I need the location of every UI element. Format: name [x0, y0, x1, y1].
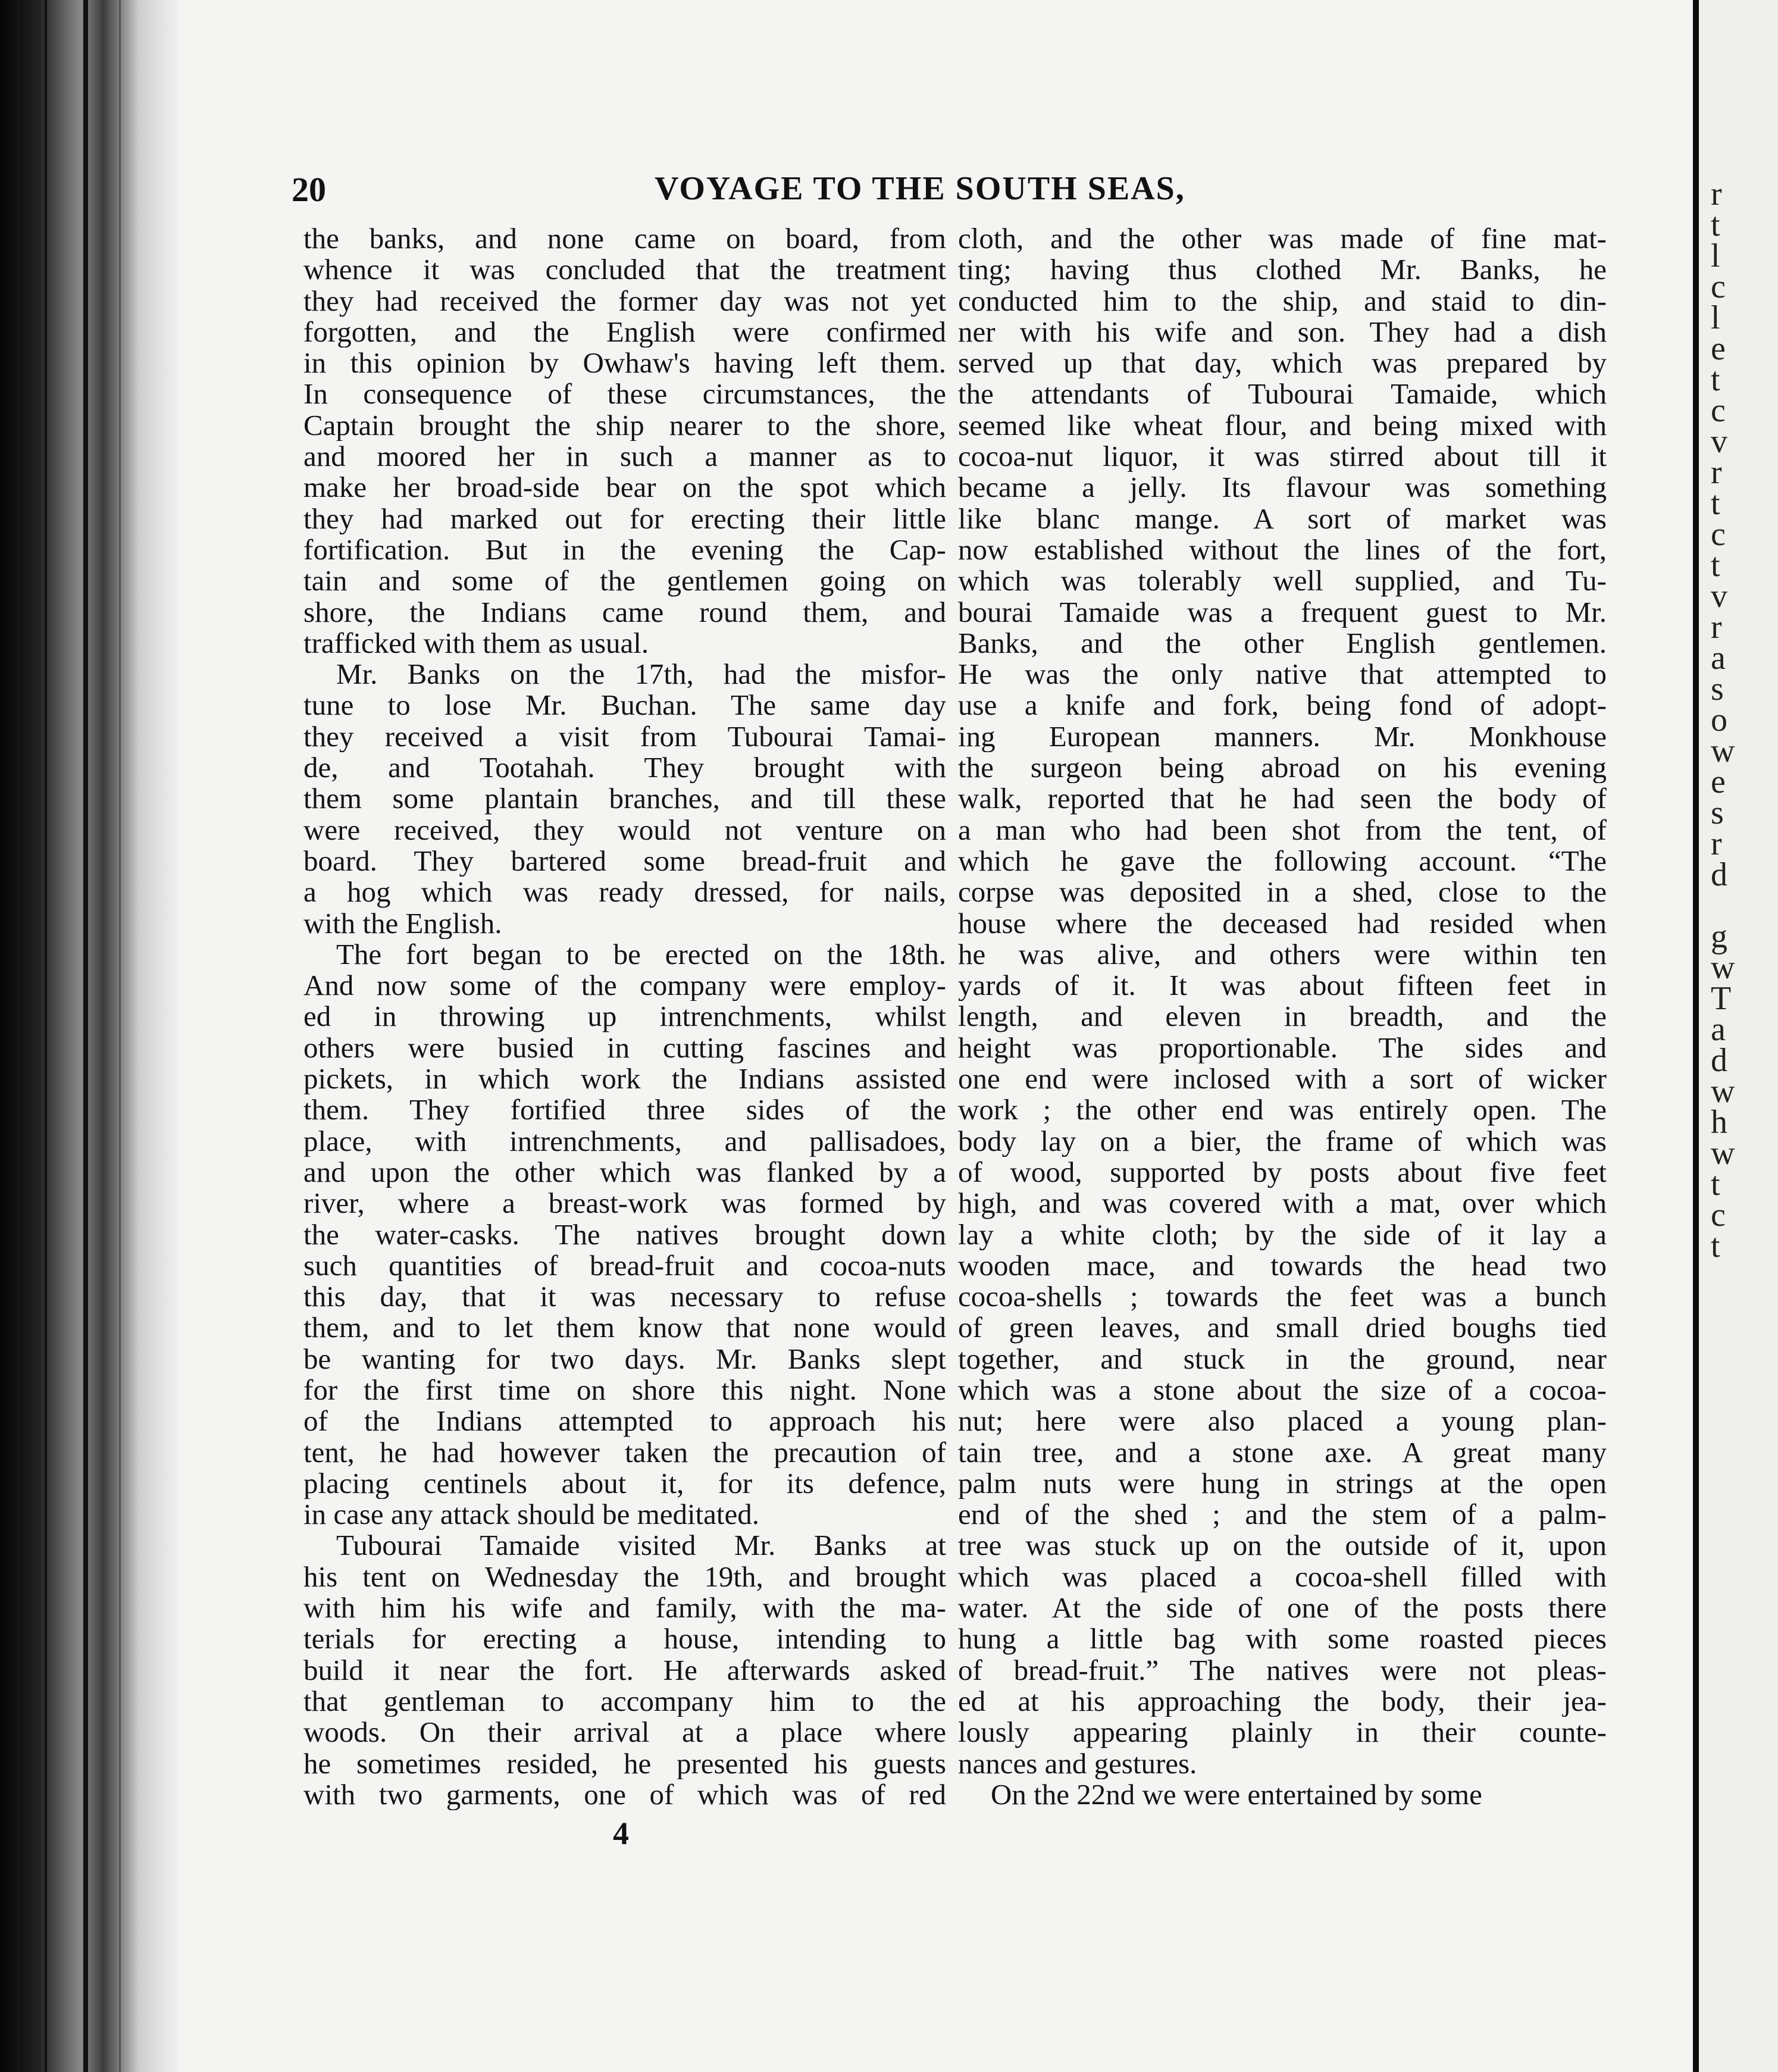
text-line: palm nuts were hung in strings at the open: [958, 1467, 1607, 1500]
text-line: place, with intrenchments, and pallisadoes,: [303, 1125, 946, 1157]
text-line: of green leaves, and small dried boughs tied: [958, 1312, 1607, 1344]
text-line: cocoa-shells ; towards the feet was a bunch: [958, 1281, 1607, 1313]
edge-letter: t: [1711, 1166, 1720, 1203]
edge-letter: s: [1711, 671, 1724, 708]
text-line: Banks, and the other English gentlemen.: [958, 627, 1607, 659]
text-line: them, and to let them know that none would: [303, 1312, 946, 1344]
text-line: ed at his approaching the body, their jea-: [958, 1685, 1607, 1717]
text-line: a man who had been shot from the tent, of: [958, 814, 1607, 846]
text-line: a hog which was ready dressed, for nails,: [303, 877, 946, 908]
text-line: the attendants of Tubourai Tamaide, which: [958, 378, 1607, 410]
edge-letter: h: [1711, 1104, 1727, 1141]
text-line: ting; having thus clothed Mr. Banks, he: [958, 254, 1607, 286]
text-line: cocoa-nut liquor, it was stirred about till it: [958, 441, 1607, 472]
edge-letter: g: [1711, 918, 1727, 955]
text-line: be wanting for two days. Mr. Banks slept: [303, 1343, 946, 1375]
paragraph: [958, 1779, 1607, 1810]
text-line: nances and gestures.: [958, 1748, 1197, 1779]
edge-letter: r: [1711, 609, 1722, 646]
page-number: 20: [292, 170, 326, 209]
text-line: he was alive, and others were within ten: [958, 938, 1607, 971]
edge-letter: o: [1711, 702, 1727, 738]
text-line: the water-casks. The natives brought down: [303, 1219, 946, 1250]
edge-letter: w: [1711, 1135, 1735, 1172]
text-line: river, where a breast-work was formed by: [303, 1188, 946, 1219]
text-line: water. At the side of one of the posts there: [958, 1592, 1607, 1624]
edge-letter: w: [1711, 1073, 1735, 1110]
text-line: corpse was deposited in a shed, close to the: [958, 877, 1607, 908]
text-line: end of the shed ; and the stem of a palm-: [958, 1499, 1607, 1530]
text-line: On the 22nd we were entertained by some: [991, 1779, 1482, 1811]
text-line: they had marked out for erecting their little: [303, 503, 946, 534]
text-line: The fort began to be erected on the 18th.: [336, 938, 946, 971]
text-line: use a knife and fork, being fond of adopt-: [958, 690, 1607, 721]
text-line: woods. On their arrival at a place where: [303, 1717, 946, 1748]
text-line: conducted him to the ship, and staid to din-: [958, 285, 1607, 317]
edge-letter: r: [1711, 176, 1722, 212]
text-line: work ; the other end was entirely open. The: [958, 1094, 1607, 1126]
text-line: de, and Tootahah. They brought with: [303, 752, 946, 784]
edge-letter: e: [1711, 330, 1726, 367]
text-line: tree was stuck up on the outside of it, upon: [958, 1530, 1607, 1561]
text-line: trafficked with them as usual.: [303, 627, 649, 659]
running-head: [292, 170, 1458, 217]
edge-letter: t: [1711, 206, 1720, 243]
edge-letter: s: [1711, 794, 1724, 831]
edge-letter: c: [1711, 392, 1726, 429]
edge-letter: l: [1711, 299, 1720, 336]
text-line: like blanc mange. A sort of market was: [958, 503, 1607, 534]
text-line: they received a visit from Tubourai Tamai-: [303, 721, 946, 753]
paragraph: [303, 1530, 946, 1810]
edge-letter: [1711, 890, 1778, 921]
text-line: walk, reported that he had seen the body of: [958, 783, 1607, 815]
text-line: with him his wife and family, with the ma-: [303, 1592, 946, 1624]
text-line: wooden mace, and towards the head two: [958, 1250, 1607, 1282]
text-line: his tent on Wednesday the 19th, and brought: [303, 1561, 946, 1593]
text-line: which he gave the following account. “The: [958, 845, 1607, 877]
text-line: them some plantain branches, and till these: [303, 783, 946, 815]
text-line: were received, they would not venture on: [303, 814, 946, 846]
edge-letter: c: [1711, 268, 1726, 305]
text-line: in this opinion by Owhaw's having left them.: [303, 348, 946, 379]
book-page: [179, 0, 1693, 2072]
edge-letter: w: [1711, 733, 1735, 769]
edge-letter: e: [1711, 763, 1726, 800]
text-line: served up that day, which was prepared by: [958, 348, 1607, 379]
edge-letter: d: [1711, 856, 1727, 893]
text-line: forgotten, and the English were confirmed: [303, 316, 946, 348]
edge-letter: a: [1711, 1011, 1726, 1048]
text-line: one end were inclosed with a sort of wicker: [958, 1063, 1607, 1095]
text-line: ner with his wife and son. They had a dish: [958, 316, 1607, 348]
right-column: [958, 223, 1607, 1810]
text-line: tent, he had however taken the precaution of: [303, 1436, 946, 1468]
text-line: now established without the lines of the fort,: [958, 534, 1607, 566]
text-line: the banks, and none came on board, from: [303, 223, 946, 255]
edge-letter: t: [1711, 361, 1720, 398]
next-page-edge-letters: [1711, 176, 1778, 1265]
text-line: in case any attack should be meditated.: [303, 1499, 760, 1530]
edge-letter: t: [1711, 547, 1720, 584]
text-line: board. They bartered some bread-fruit and: [303, 845, 946, 877]
text-line: with the English.: [303, 907, 502, 939]
paragraph: [958, 223, 1607, 1779]
text-line: seemed like wheat flour, and being mixed with: [958, 409, 1607, 442]
text-line: which was placed a cocoa-shell filled with: [958, 1561, 1607, 1593]
text-line: and upon the other which was flanked by a: [303, 1156, 946, 1188]
text-line: In consequence of these circumstances, the: [303, 378, 946, 410]
edge-letter: T: [1711, 980, 1732, 1017]
text-line: make her broad-side bear on the spot which: [303, 472, 946, 503]
text-line: became a jelly. Its flavour was something: [958, 472, 1607, 503]
text-line: such quantities of bread-fruit and cocoa-nuts: [303, 1250, 946, 1282]
edge-letter: t: [1711, 1228, 1720, 1265]
edge-letter: d: [1711, 1042, 1727, 1079]
text-line: high, and was covered with a mat, over which: [958, 1188, 1607, 1219]
text-line: placing centinels about it, for its defence,: [303, 1467, 946, 1500]
paragraph: [303, 223, 946, 659]
signature-mark: 4: [613, 1816, 629, 1851]
text-line: shore, the Indians came round them, and: [303, 596, 946, 628]
text-line: together, and stuck in the ground, near: [958, 1343, 1607, 1375]
text-line: terials for erecting a house, intending to: [303, 1623, 946, 1655]
edge-letter: v: [1711, 423, 1727, 460]
edge-letter: r: [1711, 825, 1722, 862]
text-line: tain tree, and a stone axe. A great many: [958, 1436, 1607, 1468]
text-line: tune to lose Mr. Buchan. The same day: [303, 690, 946, 721]
text-line: house where the deceased had resided when: [958, 907, 1607, 939]
text-line: bourai Tamaide was a frequent guest to Mr.: [958, 596, 1607, 628]
text-line: height was proportionable. The sides and: [958, 1032, 1607, 1064]
text-line: they had received the former day was not yet: [303, 285, 946, 317]
text-line: He was the only native that attempted to: [958, 659, 1607, 690]
left-column: [303, 223, 946, 1810]
text-line: that gentleman to accompany him to the: [303, 1685, 946, 1717]
text-line: length, and eleven in breadth, and the: [958, 1001, 1607, 1032]
text-line: ed in throwing up intrenchments, whilst: [303, 1001, 946, 1032]
text-line: the surgeon being abroad on his evening: [958, 752, 1607, 784]
text-line: and moored her in such a manner as to: [303, 441, 946, 472]
text-line: And now some of the company were employ-: [303, 970, 946, 1001]
text-line: tain and some of the gentlemen going on: [303, 565, 946, 597]
edge-letter: c: [1711, 516, 1726, 553]
text-line: of the Indians attempted to approach his: [303, 1406, 946, 1437]
text-line: yards of it. It was about fifteen feet in: [958, 970, 1607, 1001]
edge-letter: l: [1711, 237, 1720, 274]
text-line: lay a white cloth; by the side of it lay a: [958, 1219, 1607, 1250]
text-line: cloth, and the other was made of fine mat-: [958, 223, 1607, 255]
text-line: fortification. But in the evening the Cap-: [303, 534, 946, 566]
text-line: which was tolerably well supplied, and Tu-: [958, 565, 1607, 597]
text-line: with two garments, one of which was of red: [303, 1779, 946, 1811]
text-line: this day, that it was necessary to refuse: [303, 1281, 946, 1313]
text-line: nut; here were also placed a young plan-: [958, 1406, 1607, 1437]
text-line: build it near the fort. He afterwards asked: [303, 1654, 946, 1686]
edge-letter: r: [1711, 454, 1722, 491]
text-line: body lay on a bier, the frame of which was: [958, 1125, 1607, 1157]
edge-letter: w: [1711, 949, 1735, 986]
text-line: lously appearing plainly in their counte-: [958, 1717, 1607, 1748]
text-line: Captain brought the ship nearer to the shore,: [303, 409, 946, 442]
text-line: pickets, in which work the Indians assisted: [303, 1063, 946, 1095]
next-page-edge: [1693, 0, 1778, 2072]
paragraph: [303, 659, 946, 939]
text-line: Mr. Banks on the 17th, had the misfor-: [336, 659, 946, 690]
text-line: them. They fortified three sides of the: [303, 1094, 946, 1126]
edge-letter: a: [1711, 640, 1726, 677]
text-line: for the first time on shore this night. None: [303, 1374, 946, 1406]
edge-letter: t: [1711, 485, 1720, 522]
text-line: hung a little bag with some roasted pieces: [958, 1623, 1607, 1655]
text-line: he sometimes resided, he presented his guests: [303, 1748, 946, 1779]
text-line: which was a stone about the size of a cocoa-: [958, 1374, 1607, 1406]
edge-letter: v: [1711, 578, 1727, 615]
text-line: ing European manners. Mr. Monkhouse: [958, 721, 1607, 753]
edge-letter: c: [1711, 1197, 1726, 1234]
text-line: of wood, supported by posts about five feet: [958, 1156, 1607, 1188]
text-line: whence it was concluded that the treatment: [303, 254, 946, 286]
text-line: of bread-fruit.” The natives were not pleas-: [958, 1654, 1607, 1686]
running-title: VOYAGE TO THE SOUTH SEAS,: [655, 170, 1185, 207]
paragraph: [303, 939, 946, 1530]
book-spine: [0, 0, 179, 2072]
text-line: Tubourai Tamaide visited Mr. Banks at: [336, 1530, 946, 1561]
text-line: others were busied in cutting fascines and: [303, 1032, 946, 1064]
